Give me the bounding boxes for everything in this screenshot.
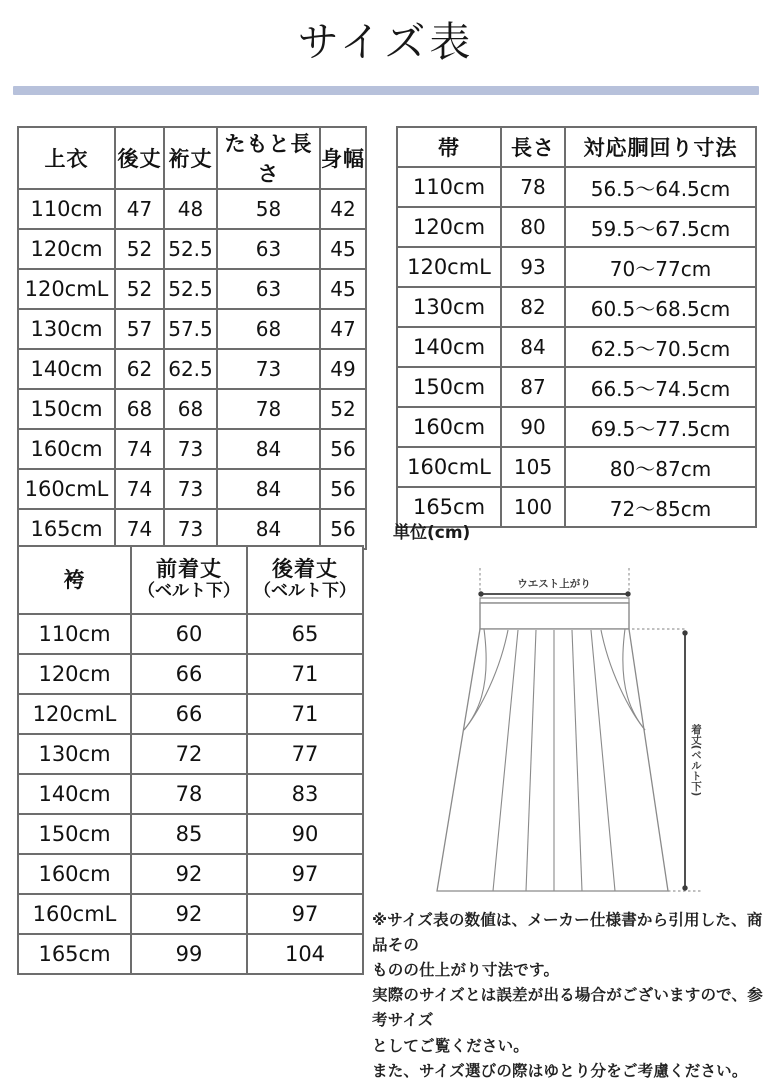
cell-front-length: 60 bbox=[131, 614, 247, 654]
cell-back-length: 74 bbox=[115, 469, 164, 509]
cell-waist-range: 60.5〜68.5cm bbox=[565, 287, 756, 327]
waist-dimension-label: ウエスト上がり bbox=[517, 578, 591, 590]
table-row bbox=[18, 654, 363, 694]
unit-note: 単位(cm) bbox=[393, 523, 471, 543]
page-title: サイズ表 bbox=[297, 18, 475, 66]
cell-size: 130cm bbox=[397, 287, 501, 327]
column-header-body-width: 身幅 bbox=[320, 127, 366, 189]
table-row bbox=[397, 287, 756, 327]
cell-back-length: 71 bbox=[247, 694, 363, 734]
column-header-jacket: 上衣 bbox=[18, 127, 115, 189]
cell-size: 110cm bbox=[18, 614, 131, 654]
cell-size: 130cm bbox=[18, 734, 131, 774]
column-header-hakama-main: 袴 bbox=[63, 567, 86, 592]
cell-tamoto-length: 84 bbox=[217, 509, 320, 549]
table-row bbox=[18, 734, 363, 774]
cell-waist-range: 66.5〜74.5cm bbox=[565, 367, 756, 407]
cell-size: 160cm bbox=[18, 429, 115, 469]
title-divider bbox=[13, 86, 759, 95]
cell-body-width: 45 bbox=[320, 229, 366, 269]
column-header-waist-range: 対応胴回り寸法 bbox=[565, 127, 756, 167]
cell-front-length: 85 bbox=[131, 814, 247, 854]
cell-waist-range: 80〜87cm bbox=[565, 447, 756, 487]
cell-body-width: 56 bbox=[320, 509, 366, 549]
column-header-back-length-main: 後着丈 bbox=[272, 557, 338, 582]
table-row bbox=[397, 327, 756, 367]
cell-back-length: 62 bbox=[115, 349, 164, 389]
cell-front-length: 92 bbox=[131, 894, 247, 934]
column-header-sleeve-length: 裄丈 bbox=[164, 127, 217, 189]
cell-back-length: 57 bbox=[115, 309, 164, 349]
cell-size: 165cm bbox=[18, 509, 115, 549]
cell-tamoto-length: 78 bbox=[217, 389, 320, 429]
cell-tamoto-length: 63 bbox=[217, 269, 320, 309]
column-header-hakama bbox=[18, 546, 131, 614]
cell-size: 140cm bbox=[18, 349, 115, 389]
cell-size: 120cm bbox=[18, 229, 115, 269]
cell-sleeve-length: 73 bbox=[164, 469, 217, 509]
footnote bbox=[372, 908, 770, 1084]
table-row bbox=[18, 229, 366, 269]
table-row bbox=[397, 407, 756, 447]
cell-tamoto-length: 84 bbox=[217, 429, 320, 469]
cell-back-length: 68 bbox=[115, 389, 164, 429]
cell-back-length: 71 bbox=[247, 654, 363, 694]
obi-size-table bbox=[396, 126, 757, 528]
table-row bbox=[18, 389, 366, 429]
table-row bbox=[18, 614, 363, 654]
length-arrow-cap-top bbox=[682, 630, 687, 635]
length-arrow-cap-bottom bbox=[682, 885, 687, 890]
cell-back-length: 77 bbox=[247, 734, 363, 774]
table-row bbox=[18, 854, 363, 894]
table-header-row bbox=[18, 127, 366, 189]
cell-sleeve-length: 68 bbox=[164, 389, 217, 429]
cell-size: 165cm bbox=[397, 487, 501, 527]
column-header-length: 長さ bbox=[501, 127, 565, 167]
table-row bbox=[397, 367, 756, 407]
cell-front-length: 66 bbox=[131, 694, 247, 734]
cell-waist-range: 72〜85cm bbox=[565, 487, 756, 527]
belt-top-strip bbox=[480, 598, 629, 603]
table-header-row bbox=[397, 127, 756, 167]
cell-sleeve-length: 48 bbox=[164, 189, 217, 229]
cell-tamoto-length: 58 bbox=[217, 189, 320, 229]
cell-back-length: 90 bbox=[247, 814, 363, 854]
table-row bbox=[18, 269, 366, 309]
cell-length: 84 bbox=[501, 327, 565, 367]
hakama-measurement-diagram bbox=[380, 550, 772, 910]
footnote-line: 実際のサイズとは誤差が出る場合がございますので、参考サイズ bbox=[372, 986, 763, 1030]
cell-size: 160cmL bbox=[397, 447, 501, 487]
cell-front-length: 66 bbox=[131, 654, 247, 694]
cell-front-length: 92 bbox=[131, 854, 247, 894]
cell-size: 120cmL bbox=[397, 247, 501, 287]
cell-length: 80 bbox=[501, 207, 565, 247]
hakama-body-outline bbox=[437, 629, 668, 891]
table-header-row bbox=[18, 546, 363, 614]
footnote-line: ものの仕上がり寸法です。 bbox=[372, 961, 560, 980]
table-row bbox=[397, 167, 756, 207]
cell-size: 120cmL bbox=[18, 269, 115, 309]
waist-arrow-cap-right bbox=[625, 591, 630, 596]
cell-sleeve-length: 62.5 bbox=[164, 349, 217, 389]
cell-size: 120cm bbox=[397, 207, 501, 247]
cell-size: 120cmL bbox=[18, 694, 131, 734]
cell-sleeve-length: 73 bbox=[164, 509, 217, 549]
cell-tamoto-length: 63 bbox=[217, 229, 320, 269]
table-row bbox=[397, 447, 756, 487]
footnote-line: ※サイズ表の数値は、メーカー仕様書から引用した、商品その bbox=[372, 911, 763, 955]
cell-size: 130cm bbox=[18, 309, 115, 349]
cell-length: 105 bbox=[501, 447, 565, 487]
cell-sleeve-length: 73 bbox=[164, 429, 217, 469]
cell-sleeve-length: 57.5 bbox=[164, 309, 217, 349]
length-dimension-label: 着丈(ベルト下) bbox=[690, 723, 702, 797]
cell-sleeve-length: 52.5 bbox=[164, 229, 217, 269]
cell-size: 160cmL bbox=[18, 469, 115, 509]
cell-length: 82 bbox=[501, 287, 565, 327]
column-header-front-length-main: 前着丈 bbox=[156, 557, 222, 582]
belt-band bbox=[480, 603, 629, 629]
table-row bbox=[18, 429, 366, 469]
cell-back-length: 104 bbox=[247, 934, 363, 974]
cell-back-length: 65 bbox=[247, 614, 363, 654]
footnote-line: としてご覧ください。 bbox=[372, 1036, 530, 1055]
cell-tamoto-length: 84 bbox=[217, 469, 320, 509]
table-row bbox=[18, 894, 363, 934]
table-row bbox=[18, 469, 366, 509]
column-header-back-length-sub: （ベルト下） bbox=[254, 581, 356, 602]
cell-size: 150cm bbox=[397, 367, 501, 407]
cell-waist-range: 56.5〜64.5cm bbox=[565, 167, 756, 207]
cell-size: 140cm bbox=[397, 327, 501, 367]
cell-size: 165cm bbox=[18, 934, 131, 974]
cell-body-width: 49 bbox=[320, 349, 366, 389]
cell-length: 87 bbox=[501, 367, 565, 407]
table-row bbox=[18, 774, 363, 814]
cell-body-width: 56 bbox=[320, 469, 366, 509]
cell-size: 110cm bbox=[18, 189, 115, 229]
cell-front-length: 78 bbox=[131, 774, 247, 814]
table-row bbox=[18, 814, 363, 854]
table-row bbox=[18, 694, 363, 734]
cell-size: 160cmL bbox=[18, 894, 131, 934]
cell-tamoto-length: 68 bbox=[217, 309, 320, 349]
cell-back-length: 83 bbox=[247, 774, 363, 814]
cell-body-width: 42 bbox=[320, 189, 366, 229]
cell-sleeve-length: 52.5 bbox=[164, 269, 217, 309]
cell-back-length: 52 bbox=[115, 269, 164, 309]
cell-body-width: 52 bbox=[320, 389, 366, 429]
cell-back-length: 74 bbox=[115, 509, 164, 549]
table-row bbox=[18, 349, 366, 389]
table-row bbox=[18, 309, 366, 349]
waist-arrow-cap-left bbox=[478, 591, 483, 596]
column-header-front-length bbox=[131, 546, 247, 614]
cell-back-length: 97 bbox=[247, 854, 363, 894]
jacket-size-table bbox=[17, 126, 367, 550]
table-row bbox=[18, 189, 366, 229]
table-row bbox=[397, 247, 756, 287]
column-header-back-length bbox=[247, 546, 363, 614]
column-header-back-length: 後丈 bbox=[115, 127, 164, 189]
cell-body-width: 56 bbox=[320, 429, 366, 469]
cell-size: 150cm bbox=[18, 389, 115, 429]
cell-size: 150cm bbox=[18, 814, 131, 854]
table-row bbox=[397, 207, 756, 247]
cell-back-length: 97 bbox=[247, 894, 363, 934]
cell-length: 90 bbox=[501, 407, 565, 447]
cell-tamoto-length: 73 bbox=[217, 349, 320, 389]
column-header-obi: 帯 bbox=[397, 127, 501, 167]
cell-size: 160cm bbox=[397, 407, 501, 447]
cell-waist-range: 70〜77cm bbox=[565, 247, 756, 287]
cell-back-length: 74 bbox=[115, 429, 164, 469]
cell-length: 93 bbox=[501, 247, 565, 287]
cell-waist-range: 59.5〜67.5cm bbox=[565, 207, 756, 247]
cell-size: 140cm bbox=[18, 774, 131, 814]
table-row bbox=[18, 934, 363, 974]
cell-body-width: 45 bbox=[320, 269, 366, 309]
cell-front-length: 99 bbox=[131, 934, 247, 974]
footnote-line: また、サイズ選びの際はゆとり分をご考慮ください。 bbox=[372, 1061, 748, 1080]
cell-length: 78 bbox=[501, 167, 565, 207]
cell-size: 160cm bbox=[18, 854, 131, 894]
cell-size: 120cm bbox=[18, 654, 131, 694]
cell-front-length: 72 bbox=[131, 734, 247, 774]
cell-back-length: 47 bbox=[115, 189, 164, 229]
cell-waist-range: 69.5〜77.5cm bbox=[565, 407, 756, 447]
cell-waist-range: 62.5〜70.5cm bbox=[565, 327, 756, 367]
hakama-size-table bbox=[17, 545, 364, 975]
table-row bbox=[18, 509, 366, 549]
cell-length: 100 bbox=[501, 487, 565, 527]
cell-size: 110cm bbox=[397, 167, 501, 207]
column-header-tamoto-length: たもと長さ bbox=[217, 127, 320, 189]
cell-body-width: 47 bbox=[320, 309, 366, 349]
cell-back-length: 52 bbox=[115, 229, 164, 269]
column-header-front-length-sub: （ベルト下） bbox=[138, 581, 240, 602]
